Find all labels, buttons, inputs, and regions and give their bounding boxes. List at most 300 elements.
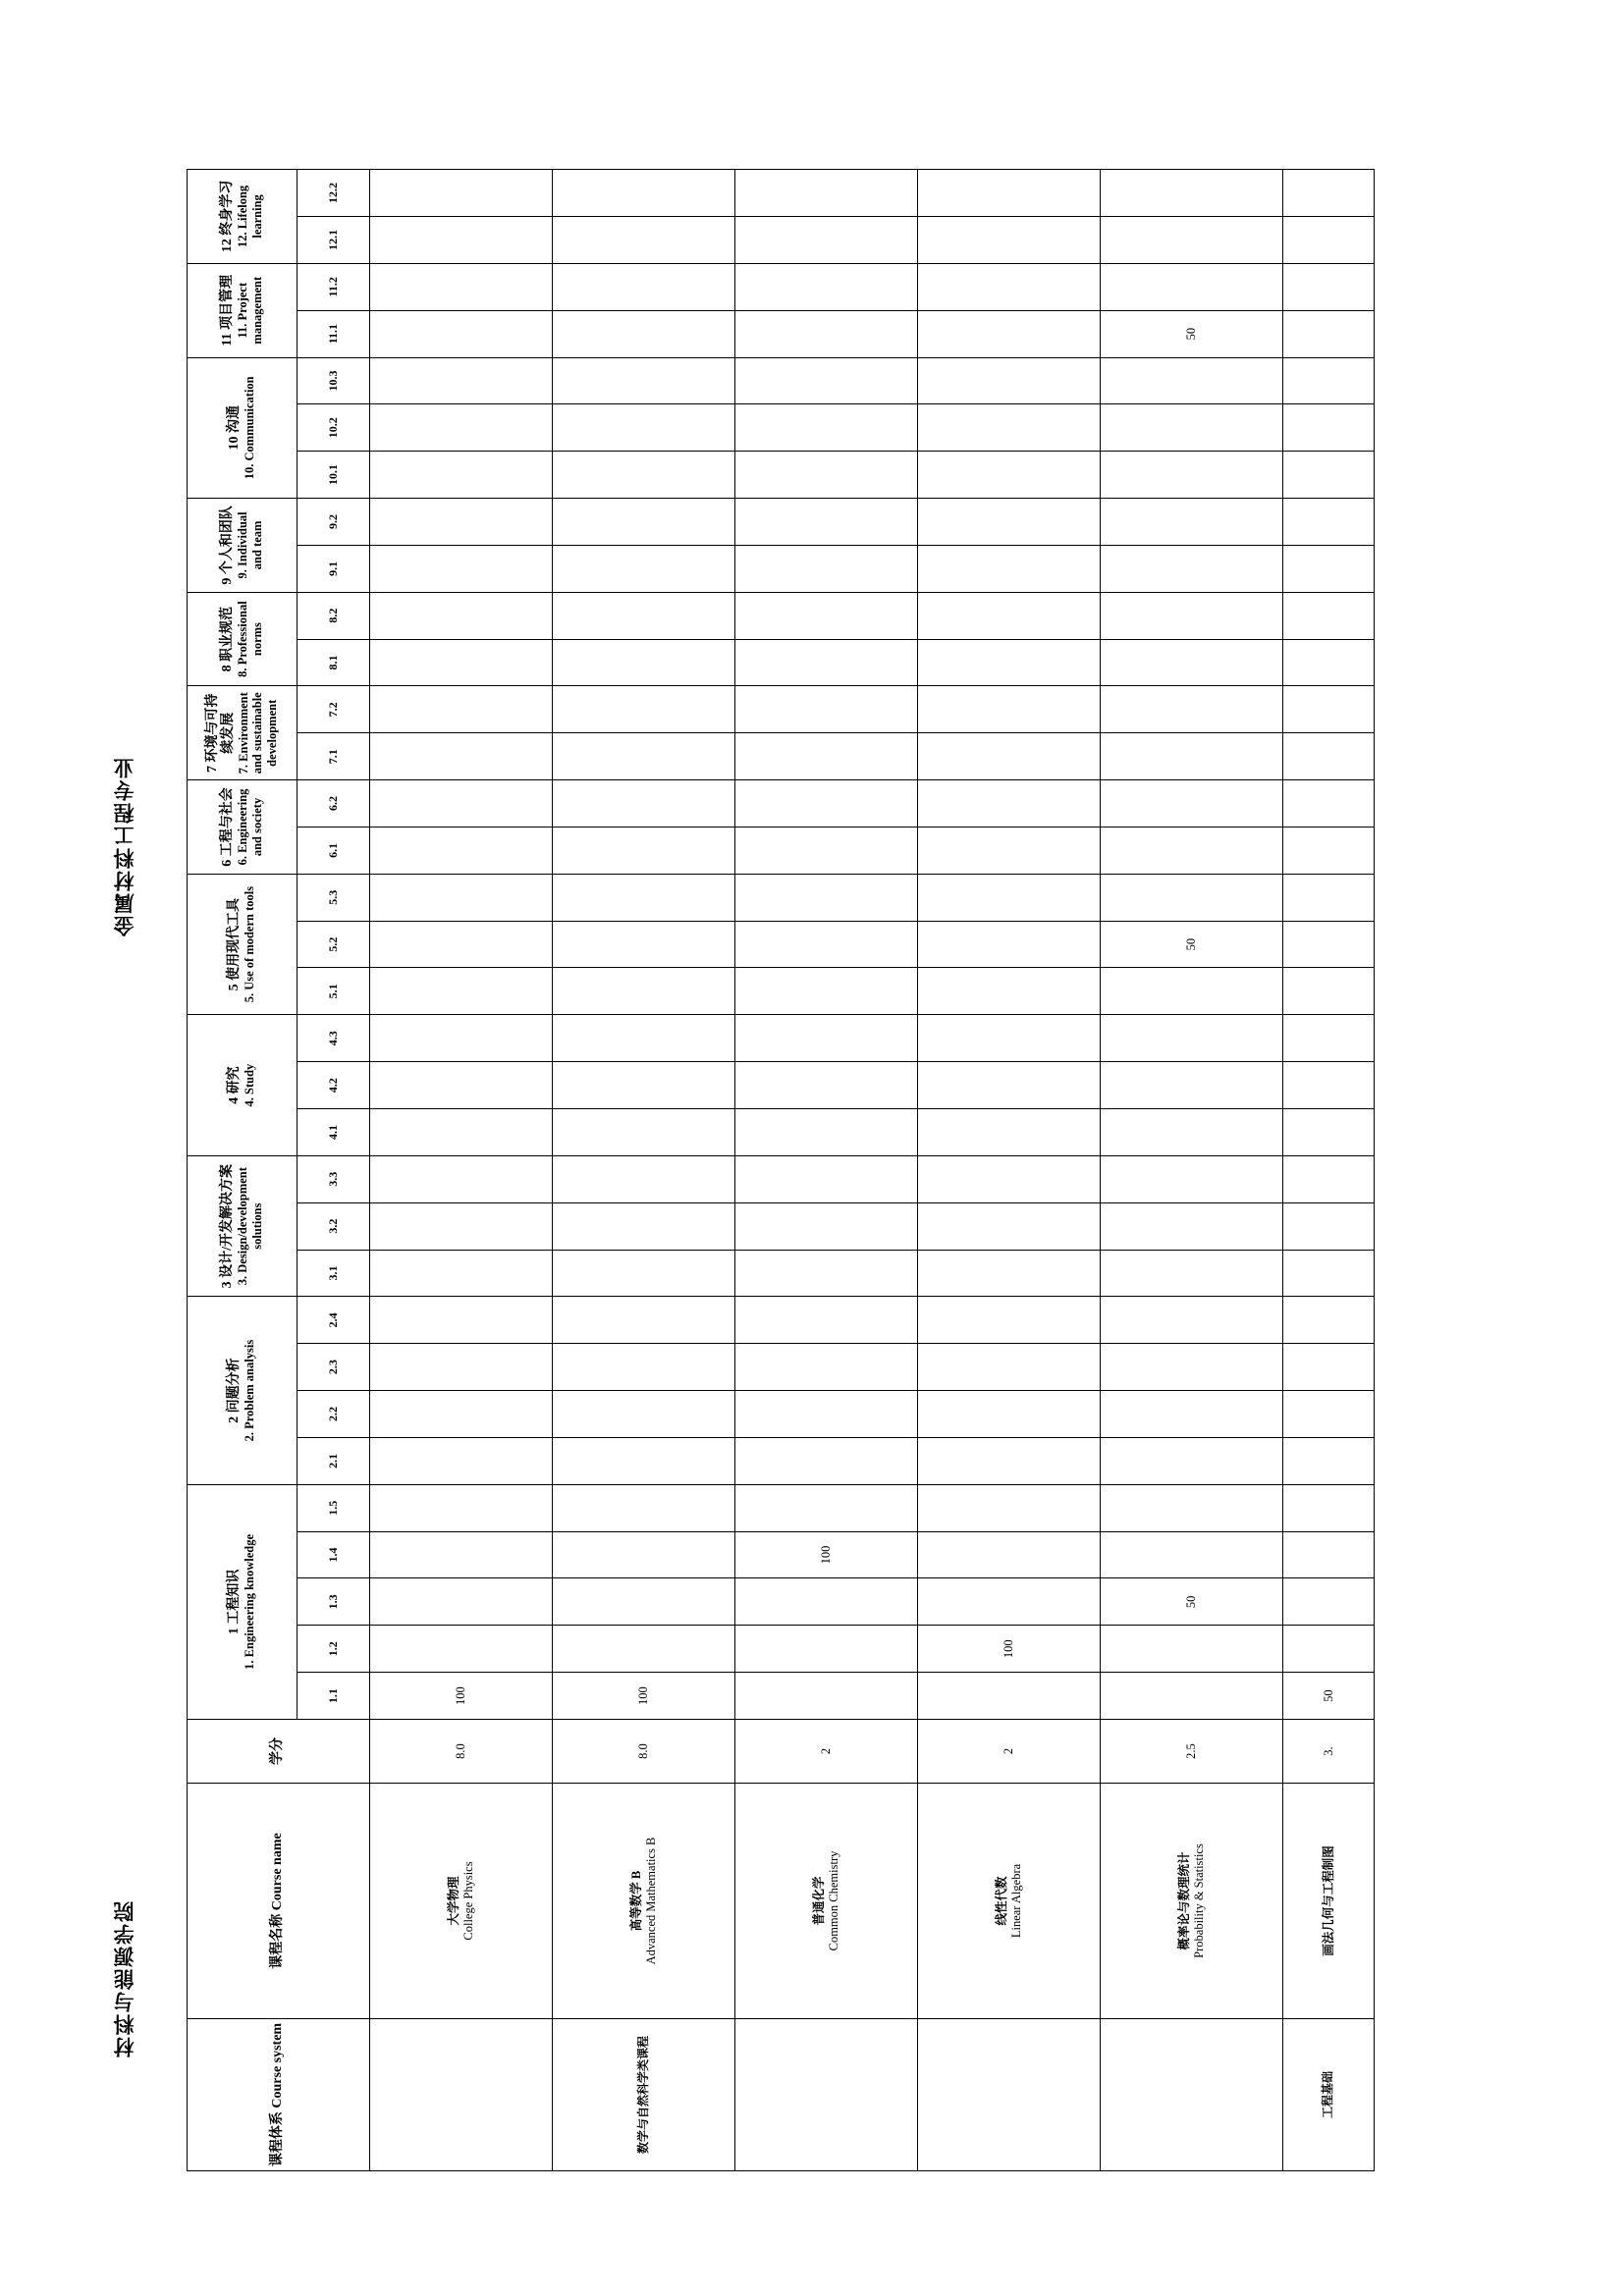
weight-cell-5.1 <box>735 968 918 1015</box>
weight-cell-2.2 <box>1283 1391 1375 1438</box>
weight-cell-3.2 <box>1101 1202 1283 1250</box>
weight-cell-7.1 <box>370 733 553 780</box>
weight-cell-12.2 <box>370 170 553 217</box>
weight-cell-9.2 <box>1283 499 1375 546</box>
weight-cell-10.1 <box>1283 452 1375 499</box>
weight-cell-11.1 <box>918 310 1101 357</box>
page-header-right: 金属材料工程专业 <box>113 756 136 936</box>
matrix-head <box>188 170 370 2171</box>
weight-cell-3.2 <box>918 1202 1101 1250</box>
page-header-left: 材料与能源学院 <box>113 1899 136 2057</box>
course-system-cell: 数学与自然科学类课程 <box>553 2019 735 2171</box>
weight-cell-11.1: 50 <box>1101 310 1283 357</box>
indicator-sub-2.1: 2.1 <box>298 1437 370 1484</box>
weight-cell-4.1 <box>553 1109 735 1156</box>
weight-cell-4.3 <box>1283 1015 1375 1062</box>
weight-cell-10.3 <box>1283 357 1375 404</box>
weight-cell-3.3 <box>735 1155 918 1202</box>
weight-cell-11.2 <box>370 263 553 310</box>
weight-cell-2.1 <box>918 1437 1101 1484</box>
indicator-group-2 <box>188 1297 298 1484</box>
weight-cell-8.2 <box>553 592 735 639</box>
weight-cell-2.1 <box>553 1437 735 1484</box>
weight-cell-10.1 <box>1101 452 1283 499</box>
indicator-sub-1.2: 1.2 <box>298 1626 370 1673</box>
weight-cell-7.1 <box>1283 733 1375 780</box>
weight-cell-2.4 <box>1101 1297 1283 1344</box>
credit-cell: 2 <box>735 1720 918 1784</box>
indicator-group-label-en: 4. Study <box>243 1063 257 1107</box>
weight-cell-12.1 <box>370 217 553 264</box>
weight-cell-1.5 <box>735 1484 918 1531</box>
weight-cell-11.2 <box>1283 263 1375 310</box>
weight-cell-5.3 <box>735 874 918 921</box>
weight-cell-7.2 <box>735 686 918 733</box>
indicator-group-9 <box>188 499 298 593</box>
weight-cell-11.2 <box>553 263 735 310</box>
indicator-group-5 <box>188 874 298 1015</box>
weight-cell-5.2 <box>370 921 553 968</box>
weight-cell-12.1 <box>1283 217 1375 264</box>
weight-cell-4.1 <box>918 1109 1101 1156</box>
weight-cell-5.3 <box>918 874 1101 921</box>
weight-cell-10.2 <box>735 404 918 452</box>
weight-cell-1.1 <box>735 1673 918 1720</box>
weight-cell-1.4 <box>1283 1531 1375 1578</box>
weight-cell-8.1 <box>1101 639 1283 686</box>
indicator-sub-4.3: 4.3 <box>298 1015 370 1062</box>
weight-cell-2.4 <box>735 1297 918 1344</box>
course-name-en: Probability & Statistics <box>1191 1843 1206 1958</box>
weight-cell-9.2 <box>553 499 735 546</box>
weight-cell-2.3 <box>553 1344 735 1391</box>
indicator-sub-7.2: 7.2 <box>298 686 370 733</box>
indicator-group-label-cn: 5 使用现代工具 <box>227 897 243 991</box>
weight-cell-11.2 <box>918 263 1101 310</box>
indicator-group-3 <box>188 1155 298 1297</box>
weight-cell-4.2 <box>370 1062 553 1109</box>
weight-cell-5.3 <box>370 874 553 921</box>
weight-cell-6.1 <box>1101 827 1283 874</box>
indicator-group-label-en: 8. Professional norms <box>236 601 264 677</box>
weight-cell-3.1 <box>370 1250 553 1297</box>
weight-cell-9.1 <box>553 545 735 592</box>
weight-cell-10.1 <box>370 452 553 499</box>
weight-cell-8.1 <box>918 639 1101 686</box>
weight-cell-4.2 <box>918 1062 1101 1109</box>
weight-cell-6.2 <box>735 780 918 828</box>
header-credit: 学分 <box>188 1720 370 1784</box>
course-name-cell <box>735 1784 918 2019</box>
weight-cell-10.3 <box>370 357 553 404</box>
weight-cell-6.2 <box>1283 780 1375 828</box>
weight-cell-6.1 <box>553 827 735 874</box>
weight-cell-11.1 <box>370 310 553 357</box>
indicator-sub-8.1: 8.1 <box>298 639 370 686</box>
weight-cell-1.3 <box>918 1578 1101 1626</box>
weight-cell-5.2 <box>735 921 918 968</box>
indicator-group-1 <box>188 1484 298 1719</box>
weight-cell-3.3 <box>553 1155 735 1202</box>
weight-cell-6.1 <box>370 827 553 874</box>
weight-cell-5.2 <box>553 921 735 968</box>
indicator-sub-12.2: 12.2 <box>298 170 370 217</box>
weight-cell-4.3 <box>370 1015 553 1062</box>
weight-cell-1.2 <box>553 1626 735 1673</box>
weight-cell-9.2 <box>370 499 553 546</box>
indicator-group-label-en: 5. Use of modern tools <box>243 885 257 1003</box>
course-name-cell <box>918 1784 1101 2019</box>
indicator-sub-4.1: 4.1 <box>298 1109 370 1156</box>
weight-cell-1.1 <box>1101 1673 1283 1720</box>
weight-cell-7.1 <box>735 733 918 780</box>
course-name-en: Linear Algebra <box>1008 1863 1023 1939</box>
weight-cell-4.3 <box>553 1015 735 1062</box>
indicator-group-label-cn: 2 问题分析 <box>227 1358 243 1423</box>
indicator-group-label-cn: 3 设计/开发解决方案 <box>220 1163 236 1289</box>
weight-cell-10.2 <box>553 404 735 452</box>
course-name-cn: 概率论与数理统计 <box>1177 1851 1192 1950</box>
weight-cell-1.3 <box>553 1578 735 1626</box>
indicator-sub-7.1: 7.1 <box>298 733 370 780</box>
weight-cell-8.2 <box>370 592 553 639</box>
weight-cell-2.4 <box>553 1297 735 1344</box>
weight-cell-3.2 <box>370 1202 553 1250</box>
weight-cell-2.3 <box>918 1344 1101 1391</box>
indicator-group-label-cn: 12 终身学习 <box>220 180 236 253</box>
weight-cell-2.1 <box>370 1437 553 1484</box>
indicator-group-10 <box>188 357 298 499</box>
weight-cell-4.1 <box>370 1109 553 1156</box>
weight-cell-1.4 <box>918 1531 1101 1578</box>
weight-cell-7.1 <box>553 733 735 780</box>
weight-cell-1.1: 100 <box>553 1673 735 1720</box>
indicator-sub-3.3: 3.3 <box>298 1155 370 1202</box>
indicator-group-7 <box>188 686 298 780</box>
weight-cell-1.1: 50 <box>1283 1673 1375 1720</box>
indicator-group-label-en: 11. Project management <box>236 276 264 345</box>
curriculum-matrix-table <box>187 169 1375 2171</box>
course-name-en: Advanced Mathematics B <box>643 1837 658 1965</box>
weight-cell-9.2 <box>1101 499 1283 546</box>
weight-cell-2.3 <box>735 1344 918 1391</box>
matrix-body <box>370 170 1375 2171</box>
weight-cell-4.3 <box>735 1015 918 1062</box>
course-name-cn: 大学物理 <box>447 1876 461 1926</box>
weight-cell-2.2 <box>553 1391 735 1438</box>
weight-cell-10.3 <box>735 357 918 404</box>
course-system-cell: 工程基础 <box>1283 2019 1375 2171</box>
indicator-sub-11.1: 11.1 <box>298 310 370 357</box>
weight-cell-2.3 <box>370 1344 553 1391</box>
weight-cell-2.3 <box>1101 1344 1283 1391</box>
course-system-cell <box>735 2019 918 2171</box>
indicator-sub-9.1: 9.1 <box>298 545 370 592</box>
indicator-sub-9.2: 9.2 <box>298 499 370 546</box>
weight-cell-1.1 <box>918 1673 1101 1720</box>
weight-cell-1.5 <box>1283 1484 1375 1531</box>
table-row <box>735 170 918 2171</box>
weight-cell-9.2 <box>735 499 918 546</box>
weight-cell-9.1 <box>918 545 1101 592</box>
indicator-group-11 <box>188 263 298 357</box>
weight-cell-3.3 <box>1101 1155 1283 1202</box>
weight-cell-3.2 <box>735 1202 918 1250</box>
weight-cell-4.1 <box>1283 1109 1375 1156</box>
indicator-sub-3.2: 3.2 <box>298 1202 370 1250</box>
weight-cell-5.1 <box>918 968 1101 1015</box>
credit-cell: 2 <box>918 1720 1101 1784</box>
indicator-group-label-cn: 7 环境与可持续发展 <box>204 693 236 774</box>
table-row <box>370 170 553 2171</box>
weight-cell-7.1 <box>918 733 1101 780</box>
indicator-sub-10.2: 10.2 <box>298 404 370 452</box>
weight-cell-8.2 <box>735 592 918 639</box>
weight-cell-1.2 <box>1101 1626 1283 1673</box>
indicator-group-label-cn: 4 研究 <box>227 1066 243 1104</box>
course-name-cell <box>370 1784 553 2019</box>
weight-cell-10.2 <box>1101 404 1283 452</box>
weight-cell-10.1 <box>735 452 918 499</box>
weight-cell-6.2 <box>918 780 1101 828</box>
indicator-sub-10.3: 10.3 <box>298 357 370 404</box>
weight-cell-6.2 <box>1101 780 1283 828</box>
course-name-en: Common Chemistry <box>826 1850 840 1951</box>
indicator-group-label-cn: 10 沟通 <box>227 405 243 451</box>
weight-cell-6.1 <box>1283 827 1375 874</box>
weight-cell-2.4 <box>370 1297 553 1344</box>
weight-cell-5.1 <box>553 968 735 1015</box>
weight-cell-10.2 <box>370 404 553 452</box>
header-course-name: 课程名称 Course name <box>188 1784 370 2019</box>
indicator-group-label-en: 6. Engineering and society <box>236 788 264 866</box>
weight-cell-12.2 <box>1101 170 1283 217</box>
indicator-sub-5.1: 5.1 <box>298 968 370 1015</box>
weight-cell-6.2 <box>370 780 553 828</box>
weight-cell-8.1 <box>1283 639 1375 686</box>
weight-cell-8.2 <box>1101 592 1283 639</box>
indicator-group-label-en: 10. Communication <box>243 376 257 480</box>
course-name-cn: 线性代数 <box>995 1876 1009 1926</box>
weight-cell-8.2 <box>1283 592 1375 639</box>
indicator-group-label-cn: 11 项目管理 <box>220 274 236 347</box>
weight-cell-1.3 <box>735 1578 918 1626</box>
indicator-sub-8.2: 8.2 <box>298 592 370 639</box>
table-row <box>918 170 1101 2171</box>
weight-cell-9.1 <box>1283 545 1375 592</box>
weight-cell-4.2 <box>735 1062 918 1109</box>
indicator-sub-2.3: 2.3 <box>298 1344 370 1391</box>
course-name-cn: 高等数学 B <box>629 1870 644 1932</box>
weight-cell-8.1 <box>735 639 918 686</box>
curriculum-matrix-wrapper <box>187 169 1375 2171</box>
course-name-cn: 普通化学 <box>812 1876 827 1926</box>
indicator-group-label-cn: 6 工程与社会 <box>220 787 236 867</box>
weight-cell-2.1 <box>1283 1437 1375 1484</box>
weight-cell-3.2 <box>553 1202 735 1250</box>
weight-cell-11.2 <box>735 263 918 310</box>
weight-cell-1.4 <box>1101 1531 1283 1578</box>
indicator-sub-3.1: 3.1 <box>298 1250 370 1297</box>
weight-cell-3.1 <box>735 1250 918 1297</box>
weight-cell-6.2 <box>553 780 735 828</box>
weight-cell-2.2 <box>735 1391 918 1438</box>
indicator-group-label-en: 9. Individual and team <box>236 511 264 579</box>
course-name-en: College Physics <box>460 1861 475 1941</box>
indicator-group-label-en: 12. Lifelong learning <box>236 185 264 248</box>
weight-cell-7.2 <box>553 686 735 733</box>
weight-cell-5.2: 50 <box>1101 921 1283 968</box>
weight-cell-12.2 <box>735 170 918 217</box>
weight-cell-1.2: 100 <box>918 1626 1101 1673</box>
indicator-group-label-cn: 9 个人和团队 <box>220 506 236 585</box>
credit-cell: 3. <box>1283 1720 1375 1784</box>
weight-cell-1.2 <box>370 1626 553 1673</box>
table-row <box>1101 170 1283 2171</box>
course-system-cell <box>370 2019 553 2171</box>
weight-cell-3.3 <box>1283 1155 1375 1202</box>
weight-cell-9.1 <box>735 545 918 592</box>
weight-cell-2.4 <box>1283 1297 1375 1344</box>
weight-cell-8.1 <box>370 639 553 686</box>
weight-cell-3.2 <box>1283 1202 1375 1250</box>
weight-cell-1.3 <box>370 1578 553 1626</box>
weight-cell-2.2 <box>370 1391 553 1438</box>
weight-cell-4.2 <box>1283 1062 1375 1109</box>
indicator-sub-10.1: 10.1 <box>298 452 370 499</box>
weight-cell-2.3 <box>1283 1344 1375 1391</box>
indicator-group-12 <box>188 170 298 264</box>
weight-cell-5.3 <box>553 874 735 921</box>
weight-cell-9.1 <box>1101 545 1283 592</box>
indicator-group-label-en: 7. Environment and sustainable development <box>237 692 279 774</box>
weight-cell-3.1 <box>553 1250 735 1297</box>
indicator-group-4 <box>188 1015 298 1156</box>
weight-cell-5.1 <box>1283 968 1375 1015</box>
weight-cell-6.1 <box>735 827 918 874</box>
indicator-sub-4.2: 4.2 <box>298 1062 370 1109</box>
indicator-sub-5.2: 5.2 <box>298 921 370 968</box>
weight-cell-1.4 <box>553 1531 735 1578</box>
weight-cell-2.4 <box>918 1297 1101 1344</box>
header-course-system: 课程体系 Course system <box>188 2019 370 2171</box>
course-name-cell <box>553 1784 735 2019</box>
weight-cell-5.2 <box>918 921 1101 968</box>
weight-cell-10.2 <box>1283 404 1375 452</box>
weight-cell-11.1 <box>553 310 735 357</box>
weight-cell-7.2 <box>1101 686 1283 733</box>
indicator-sub-2.2: 2.2 <box>298 1391 370 1438</box>
weight-cell-12.1 <box>553 217 735 264</box>
weight-cell-1.1: 100 <box>370 1673 553 1720</box>
table-row <box>1283 170 1375 2171</box>
weight-cell-7.2 <box>918 686 1101 733</box>
weight-cell-2.2 <box>918 1391 1101 1438</box>
matrix-group-row <box>188 170 298 2171</box>
indicator-sub-1.1: 1.1 <box>298 1673 370 1720</box>
weight-cell-1.5 <box>918 1484 1101 1531</box>
weight-cell-8.1 <box>553 639 735 686</box>
weight-cell-4.3 <box>918 1015 1101 1062</box>
weight-cell-12.1 <box>1101 217 1283 264</box>
credit-cell: 8.0 <box>553 1720 735 1784</box>
credit-cell: 2.5 <box>1101 1720 1283 1784</box>
weight-cell-8.2 <box>918 592 1101 639</box>
indicator-group-label-en: 2. Problem analysis <box>243 1339 257 1442</box>
indicator-group-label-en: 3. Design/development solutions <box>236 1167 264 1286</box>
indicator-sub-1.3: 1.3 <box>298 1578 370 1626</box>
weight-cell-10.3 <box>1101 357 1283 404</box>
weight-cell-11.1 <box>735 310 918 357</box>
weight-cell-1.4: 100 <box>735 1531 918 1578</box>
weight-cell-3.1 <box>918 1250 1101 1297</box>
weight-cell-1.3: 50 <box>1101 1578 1283 1626</box>
weight-cell-6.1 <box>918 827 1101 874</box>
weight-cell-4.1 <box>735 1109 918 1156</box>
weight-cell-1.2 <box>1283 1626 1375 1673</box>
weight-cell-3.1 <box>1101 1250 1283 1297</box>
course-name-cell <box>1101 1784 1283 2019</box>
weight-cell-2.2 <box>1101 1391 1283 1438</box>
weight-cell-10.2 <box>918 404 1101 452</box>
weight-cell-1.5 <box>1101 1484 1283 1531</box>
weight-cell-2.1 <box>1101 1437 1283 1484</box>
weight-cell-5.3 <box>1283 874 1375 921</box>
weight-cell-1.5 <box>553 1484 735 1531</box>
indicator-sub-2.4: 2.4 <box>298 1297 370 1344</box>
indicator-group-label-en: 1. Engineering knowledge <box>243 1533 257 1670</box>
indicator-sub-12.1: 12.1 <box>298 217 370 264</box>
indicator-sub-1.4: 1.4 <box>298 1531 370 1578</box>
weight-cell-11.2 <box>1101 263 1283 310</box>
weight-cell-7.2 <box>1283 686 1375 733</box>
course-name-cn: 画法几何与工程制图 <box>1321 1845 1335 1956</box>
weight-cell-4.1 <box>1101 1109 1283 1156</box>
course-system-cell <box>918 2019 1101 2171</box>
weight-cell-5.1 <box>1101 968 1283 1015</box>
weight-cell-10.1 <box>918 452 1101 499</box>
weight-cell-5.1 <box>370 968 553 1015</box>
indicator-sub-6.2: 6.2 <box>298 780 370 828</box>
weight-cell-3.1 <box>1283 1250 1375 1297</box>
indicator-group-8 <box>188 592 298 686</box>
weight-cell-3.3 <box>918 1155 1101 1202</box>
indicator-group-label-cn: 1 工程知识 <box>227 1569 243 1635</box>
weight-cell-4.3 <box>1101 1015 1283 1062</box>
weight-cell-10.3 <box>553 357 735 404</box>
weight-cell-1.2 <box>735 1626 918 1673</box>
weight-cell-11.1 <box>1283 310 1375 357</box>
indicator-sub-11.2: 11.2 <box>298 263 370 310</box>
table-row <box>553 170 735 2171</box>
weight-cell-12.2 <box>553 170 735 217</box>
weight-cell-7.2 <box>370 686 553 733</box>
weight-cell-10.1 <box>553 452 735 499</box>
indicator-group-6 <box>188 780 298 875</box>
weight-cell-9.2 <box>918 499 1101 546</box>
weight-cell-12.2 <box>918 170 1101 217</box>
weight-cell-1.5 <box>370 1484 553 1531</box>
indicator-group-label-cn: 8 职业规范 <box>220 606 236 672</box>
weight-cell-7.1 <box>1101 733 1283 780</box>
weight-cell-12.1 <box>735 217 918 264</box>
weight-cell-5.2 <box>1283 921 1375 968</box>
weight-cell-12.2 <box>1283 170 1375 217</box>
weight-cell-2.1 <box>735 1437 918 1484</box>
weight-cell-5.3 <box>1101 874 1283 921</box>
indicator-sub-1.5: 1.5 <box>298 1484 370 1531</box>
weight-cell-10.3 <box>918 357 1101 404</box>
